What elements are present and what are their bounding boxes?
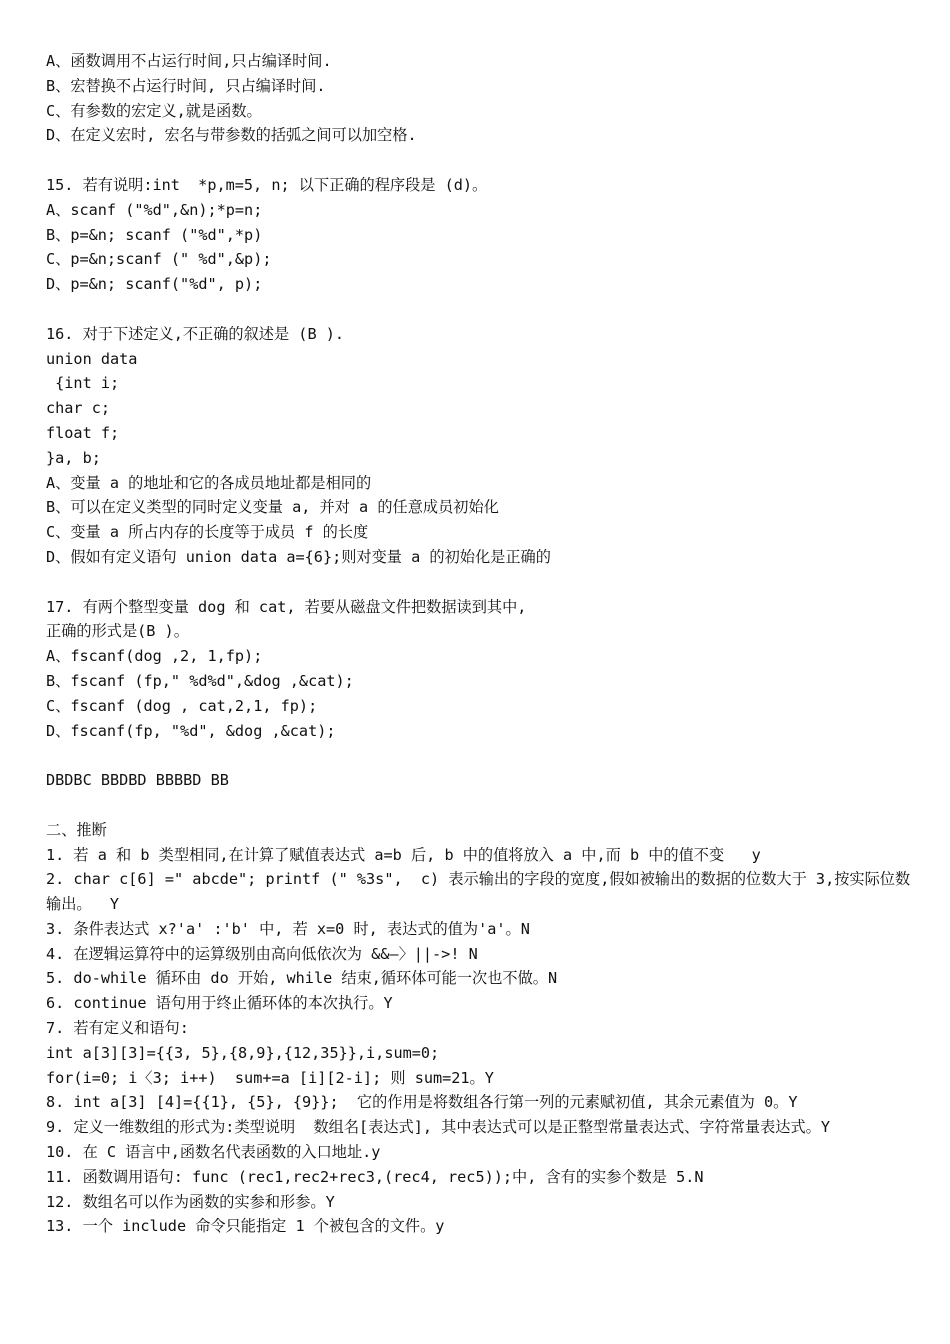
spacer (46, 570, 914, 595)
answer-key (46, 768, 914, 793)
judgement-item: 12. 数组名可以作为函数的实参和形参。Y (46, 1192, 335, 1211)
spacer (46, 297, 914, 322)
judgement-item: 8. int a[3] [4]={{1}, {5}, {9}}; 它的作用是将数组各行第一列的元素赋初值, 其余元素值为 0。Y (46, 1093, 798, 1112)
spacer (46, 743, 914, 768)
option-a: A、函数调用不占运行时间,只占编译时间. (46, 52, 332, 70)
judgement-item: 6. continue 语句用于终止循环体的本次执行。Y (46, 994, 393, 1013)
section-heading: 二、推断 (46, 820, 107, 839)
question-stem: 17. 有两个整型变量 dog 和 cat, 若要从磁盘文件把数据读到其中, (46, 597, 527, 616)
judgement-item: 7. 若有定义和语句: (46, 1019, 189, 1038)
code-line: for(i=0; i〈3; i++) sum+=a [i][2-i]; 则 sum=21。Y (46, 1068, 494, 1087)
judgement-item: 5. do-while 循环由 do 开始, while 结束,循环体可能一次也不做。N (46, 969, 558, 988)
judgement-item: 4. 在逻辑运算符中的运算级别由高向低依次为 &&—〉||->! N (46, 944, 478, 963)
option-a: A、scanf ("%d",&n);*p=n; (46, 200, 263, 219)
question-stem-cont: 正确的形式是(B )。 (46, 622, 189, 641)
option-d: D、在定义宏时, 宏名与带参数的括弧之间可以加空格. (46, 126, 417, 145)
option-b: B、可以在定义类型的同时定义变量 a, 并对 a 的任意成员初始化 (46, 498, 499, 517)
question-16 (46, 322, 914, 570)
judgement-item: 13. 一个 include 命令只能指定 1 个被包含的文件。y (46, 1217, 445, 1236)
judgement-item: 10. 在 C 语言中,函数名代表函数的入口地址.y (46, 1143, 381, 1162)
spacer (46, 148, 914, 173)
option-a: A、fscanf(dog ,2, 1,fp); (46, 647, 263, 666)
option-d: D、假如有定义语句 union data a={6};则对变量 a 的初始化是正确的 (46, 547, 551, 566)
option-d: D、fscanf(fp, "%d", &dog ,&cat); (46, 721, 336, 740)
document-page (46, 49, 914, 1239)
judgement-item: 1. 若 a 和 b 类型相同,在计算了赋值表达式 a=b 后, b 中的值将放入 a 中,而 b 中的值不变 y (46, 845, 761, 864)
code-line: int a[3][3]={{3, 5},{8,9},{12,35}},i,sum=0; (46, 1043, 440, 1062)
option-b: B、p=&n; scanf ("%d",*p) (46, 225, 263, 244)
question-stem: 15. 若有说明:int *p,m=5, n; 以下正确的程序段是 (d)。 (46, 175, 488, 194)
question-17 (46, 595, 914, 744)
option-a: A、变量 a 的地址和它的各成员地址都是相同的 (46, 473, 372, 492)
question-stem: 16. 对于下述定义,不正确的叙述是 (B ). (46, 324, 345, 343)
option-b: B、宏替换不占运行时间, 只占编译时间. (46, 76, 326, 95)
code-line: char c; (46, 399, 111, 418)
section-judgement (46, 818, 914, 1240)
judgement-item: 11. 函数调用语句: func (rec1,rec2+rec3,(rec4, rec5));中, 含有的实参个数是 5.N (46, 1167, 704, 1186)
option-c: C、变量 a 所占内存的长度等于成员 f 的长度 (46, 523, 369, 542)
block-14-options (46, 49, 914, 148)
code-line: union data (46, 349, 138, 368)
option-d: D、p=&n; scanf("%d", p); (46, 275, 263, 294)
option-c: C、有参数的宏定义,就是函数。 (46, 101, 262, 120)
answer-key-line: DBDBC BBDBD BBBBD BB (46, 771, 229, 790)
option-c: C、p=&n;scanf (" %d",&p); (46, 250, 272, 269)
question-15 (46, 173, 914, 297)
judgement-item: 3. 条件表达式 x?'a' :'b' 中, 若 x=0 时, 表达式的值为'a'。N (46, 919, 530, 938)
code-line: {int i; (46, 374, 120, 393)
code-line: float f; (46, 423, 120, 442)
spacer (46, 793, 914, 818)
judgement-item: 9. 定义一维数组的形式为:类型说明 数组名[表达式], 其中表达式可以是正整型常量表达式、字符常量表达式。Y (46, 1118, 831, 1137)
option-b: B、fscanf (fp," %d%d",&dog ,&cat); (46, 671, 354, 690)
option-c: C、fscanf (dog , cat,2,1, fp); (46, 696, 318, 715)
code-line: }a, b; (46, 448, 101, 467)
judgement-item: 2. char c[6] =" abcde"; printf (" %3s", c) 表示输出的字段的宽度,假如被输出的数据的位数大于 3,按实际位数输出。 Y (46, 870, 911, 914)
